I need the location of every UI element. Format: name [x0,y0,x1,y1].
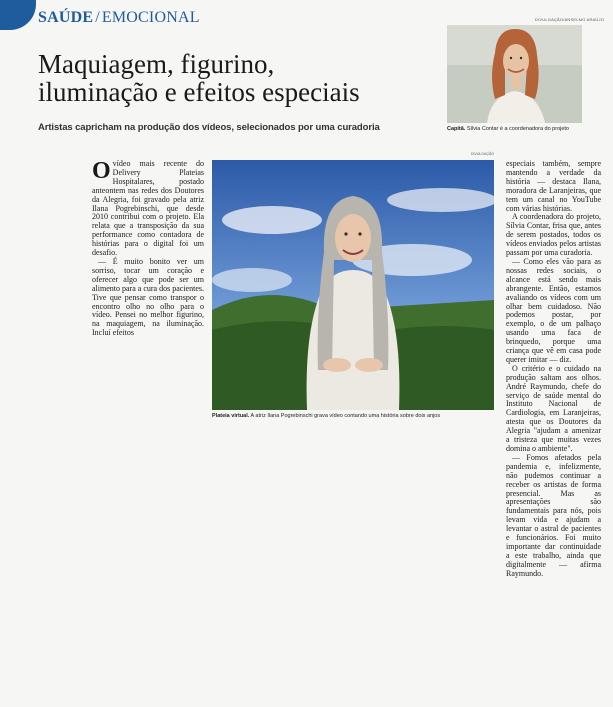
dropcap: O [92,158,111,184]
photo-credit: DIVULGAÇÃO [471,152,494,156]
article-column-3 [506,160,601,579]
portrait-caption [447,126,597,132]
article-column-1 [92,160,204,338]
section-separator: / [95,9,100,26]
main-photo [212,160,494,410]
article-paragraph: — Como eles vão para as nossas redes sociais, o alcance está sendo mais abrangente. Então, estamos avaliando os vídeos com um olhar bem cuidadoso. Não podemos postar, por exemplo, o de um palhaço usando uma faca de brinquedo, porque uma criança que vê em casa pode querer imitar — diz. [506,256,601,364]
headline: Maquiagem, figurino, iluminação e efeitos especiais [38,49,360,107]
article-paragraph: especiais também, sempre mantendo a verdade da história — destaca Ilana, moradora de Laranjeiras, que tem um canal no YouTube com várias histórias. [506,159,601,213]
portrait-photo [447,25,582,123]
portrait-credit: DIVULGAÇÃO/ANSELMO ARAÚJO [535,17,605,22]
photo-caption-label: Plateia virtual. [212,413,250,419]
photo-caption [212,413,496,419]
article-paragraph [92,160,204,258]
article-paragraph: — Fomos afetados pela pandemia e, infelizmente, não pudemos continuar a receber os artistas de forma presencial. Mas as apresentações são fundamentais para nós, pois levam vida e ajudam a levantar o astral de pacientes e funcionários. Foi muito importante dar continuidade a este trabalho, ainda que digitalmente — afirma Raymundo. [506,452,601,578]
section-primary: SAÚDE [38,9,94,26]
article-paragraph: O critério e o cuidado na produção saltam aos olhos. André Raymundo, chefe do serviço de saúde mental do Instituto Nacional de Cardiologia, em Laranjeiras, atesta que os Doutores da Alegria "ajudam a amenizar a tristeza que muitas vezes domina o ambiente". [506,363,601,453]
section-corner-mark [0,0,36,30]
section-label [38,9,200,27]
photo-caption-text: A atriz Ilana Pogrebinschi grava vídeo contando uma história sobre dois anjos [250,413,441,419]
main-photo-illustration [212,160,494,410]
portrait-illustration [447,25,582,123]
portrait-caption-label: Capitã. [447,126,466,132]
section-secondary: EMOCIONAL [101,9,200,26]
deck: Artistas capricham na produção dos vídeos, selecionados por uma curadoria [38,122,380,133]
article-paragraph: — É muito bonito ver um sorriso, tocar um coração e oferecer algo que pode ser um alimento para a cura dos pacientes. Tive que pensar como transpor o encontro olho no olho para o vídeo. Pensei no melhor figurino, na maquiagem, na iluminação. Incluí efeitos [92,256,204,338]
portrait-caption-text: Sílvia Contar é a coordenadora do projeto [466,126,569,132]
article-paragraph: A coordenadora do projeto, Sílvia Contar, frisa que, antes de serem postados, todos os vídeos enviados pelos artistas passam por uma curadoria. [506,212,601,258]
article-text: vídeo mais recente do Delivery Plateias Hospitalares, postado anteontem nas redes dos Doutores da Alegria, foi gravado pela atriz Ilana Pogrebinschi, que desde 2010 contribui com o projeto. Ela relata que a transposição da sua performance como contadora de histórias para o digital foi um desafio. [92,159,204,258]
